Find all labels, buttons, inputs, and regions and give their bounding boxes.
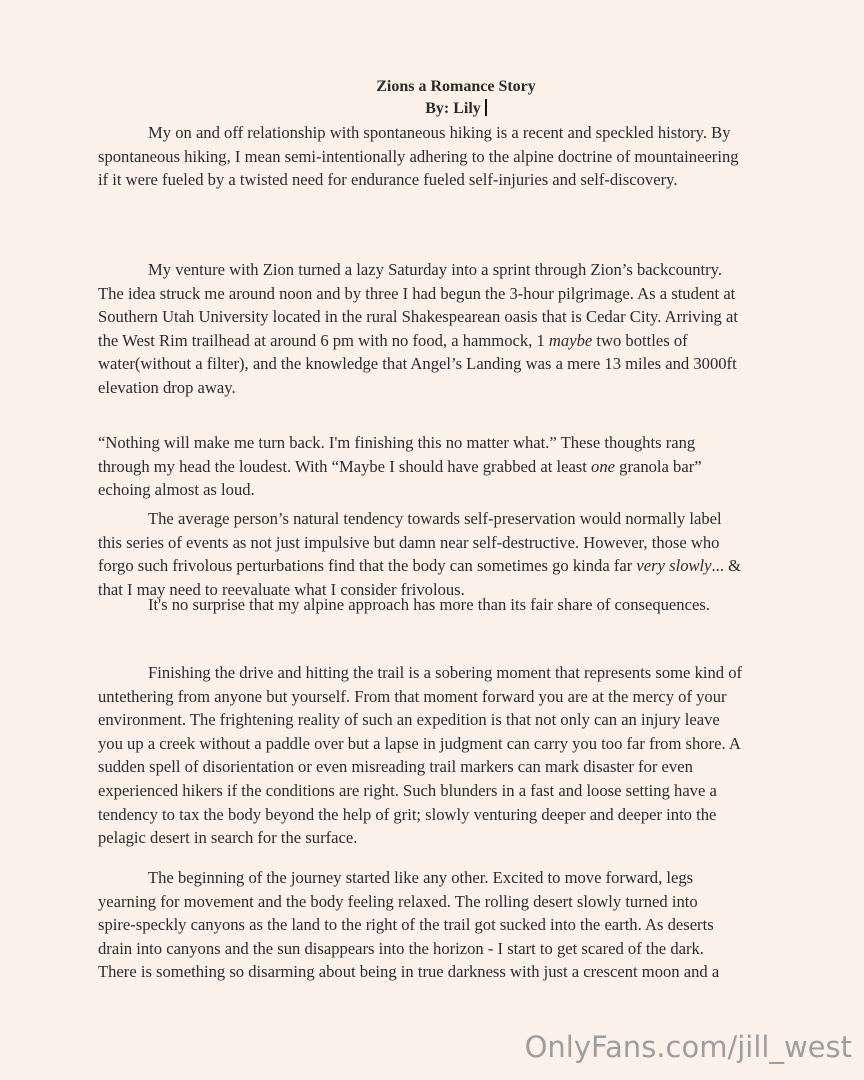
text-line: The idea struck me around noon and by three I had begun the 3-hour pilgrimage. As a student at [98,283,736,303]
text-line: water(without a filter), and the knowledge that Angel’s Landing was a mere 13 miles and 3000ft [98,354,737,374]
text-segment: ... & [711,556,742,576]
text-line: yearning for movement and the body feeling relaxed. The rolling desert slowly turned into [98,891,698,911]
text-segment: granola bar” [615,456,702,476]
text-segment: forgo such frivolous perturbations find that the body can sometimes go kinda far [98,556,637,576]
text-line: “Nothing will make me turn back. I'm finishing this no matter what.” These thoughts rang [98,433,696,452]
paragraph [98,661,742,850]
text-segment: through my head the loudest. With “Maybe I should have grabbed at least [98,456,592,476]
text-line: The average person’s natural tendency towards self-preservation would normally label [148,509,722,528]
text-line: if it were fueled by a twisted need for endurance fueled self-injuries and self-discovery. [98,170,678,190]
text-line: experienced hikers if the conditions are right. Such blunders in a fast and loose setting have a [98,780,717,800]
text-line: Southern Utah University located in the rural Shakespearean oasis that is Cedar City. Arriving at [98,307,738,327]
text-line: pelagic desert in search for the surface. [98,828,358,848]
text-line: spontaneous hiking, I mean semi-intentionally adhering to the alpine doctrine of mountaineering [98,146,739,166]
text-line [98,455,702,479]
text-line [98,329,738,353]
text-line: tendency to tax the body beyond the help of grit; slowly venturing deeper and deeper into the [98,804,717,824]
paragraph [98,866,719,984]
text-line: echoing almost as loud. [98,480,255,500]
text-line: There is something so disarming about being in true darkness with just a crescent moon and a [98,962,720,982]
paragraph [98,431,702,502]
byline-text: By: Lily [425,100,481,117]
italic-text: very slowly [636,556,712,576]
text-line: untethering from anyone but yourself. From that moment forward you are at the mercy of your [98,686,727,706]
text-line: My venture with Zion turned a lazy Saturday into a sprint through Zion’s backcountry. [148,260,723,279]
text-line: sudden spell of disorientation or even misreading trail markers can mark disaster for even [98,757,693,777]
text-line: you up a creek without a paddle over but a lapse in judgment can carry you too far from shore. A [98,733,741,753]
text-line [98,554,741,578]
text-line: drain into canyons and the sun disappears into the horizon - I start to get scared of the dark. [98,938,704,958]
text-line: this series of events as not just impulsive but damn near self-destructive. However, those who [98,532,720,552]
document-title: Zions a Romance Story [376,78,536,95]
text-cursor [485,99,487,116]
paragraph [98,258,738,400]
text-line: It's no surprise that my alpine approach has more than its fair share of consequences. [148,595,710,614]
paragraph [98,593,710,617]
paragraph [98,121,739,192]
text-line: environment. The frightening reality of such an expedition is that not only can an injury leave [98,710,720,730]
text-line: elevation drop away. [98,377,236,397]
text-line: The beginning of the journey started like any other. Excited to move forward, legs [148,868,694,887]
text-line: Finishing the drive and hitting the trail is a sobering moment that represents some kind of [148,663,743,682]
text-line: that I may need to reevaluate what I consider frivolous. [98,579,465,599]
document-byline [0,99,864,118]
text-line: My on and off relationship with spontaneous hiking is a recent and speckled history. By [148,123,731,142]
italic-text: maybe [548,330,593,350]
paragraph [98,507,741,601]
watermark: OnlyFans.com/jill_west [524,1030,852,1064]
italic-text: one [591,456,615,476]
text-segment: two bottles of [592,330,688,350]
text-segment: the West Rim trailhead at around 6 pm with no food, a hammock, 1 [98,330,549,350]
text-line: spire-speckly canyons as the land to the right of the trail got sucked into the earth. As deserts [98,915,714,935]
